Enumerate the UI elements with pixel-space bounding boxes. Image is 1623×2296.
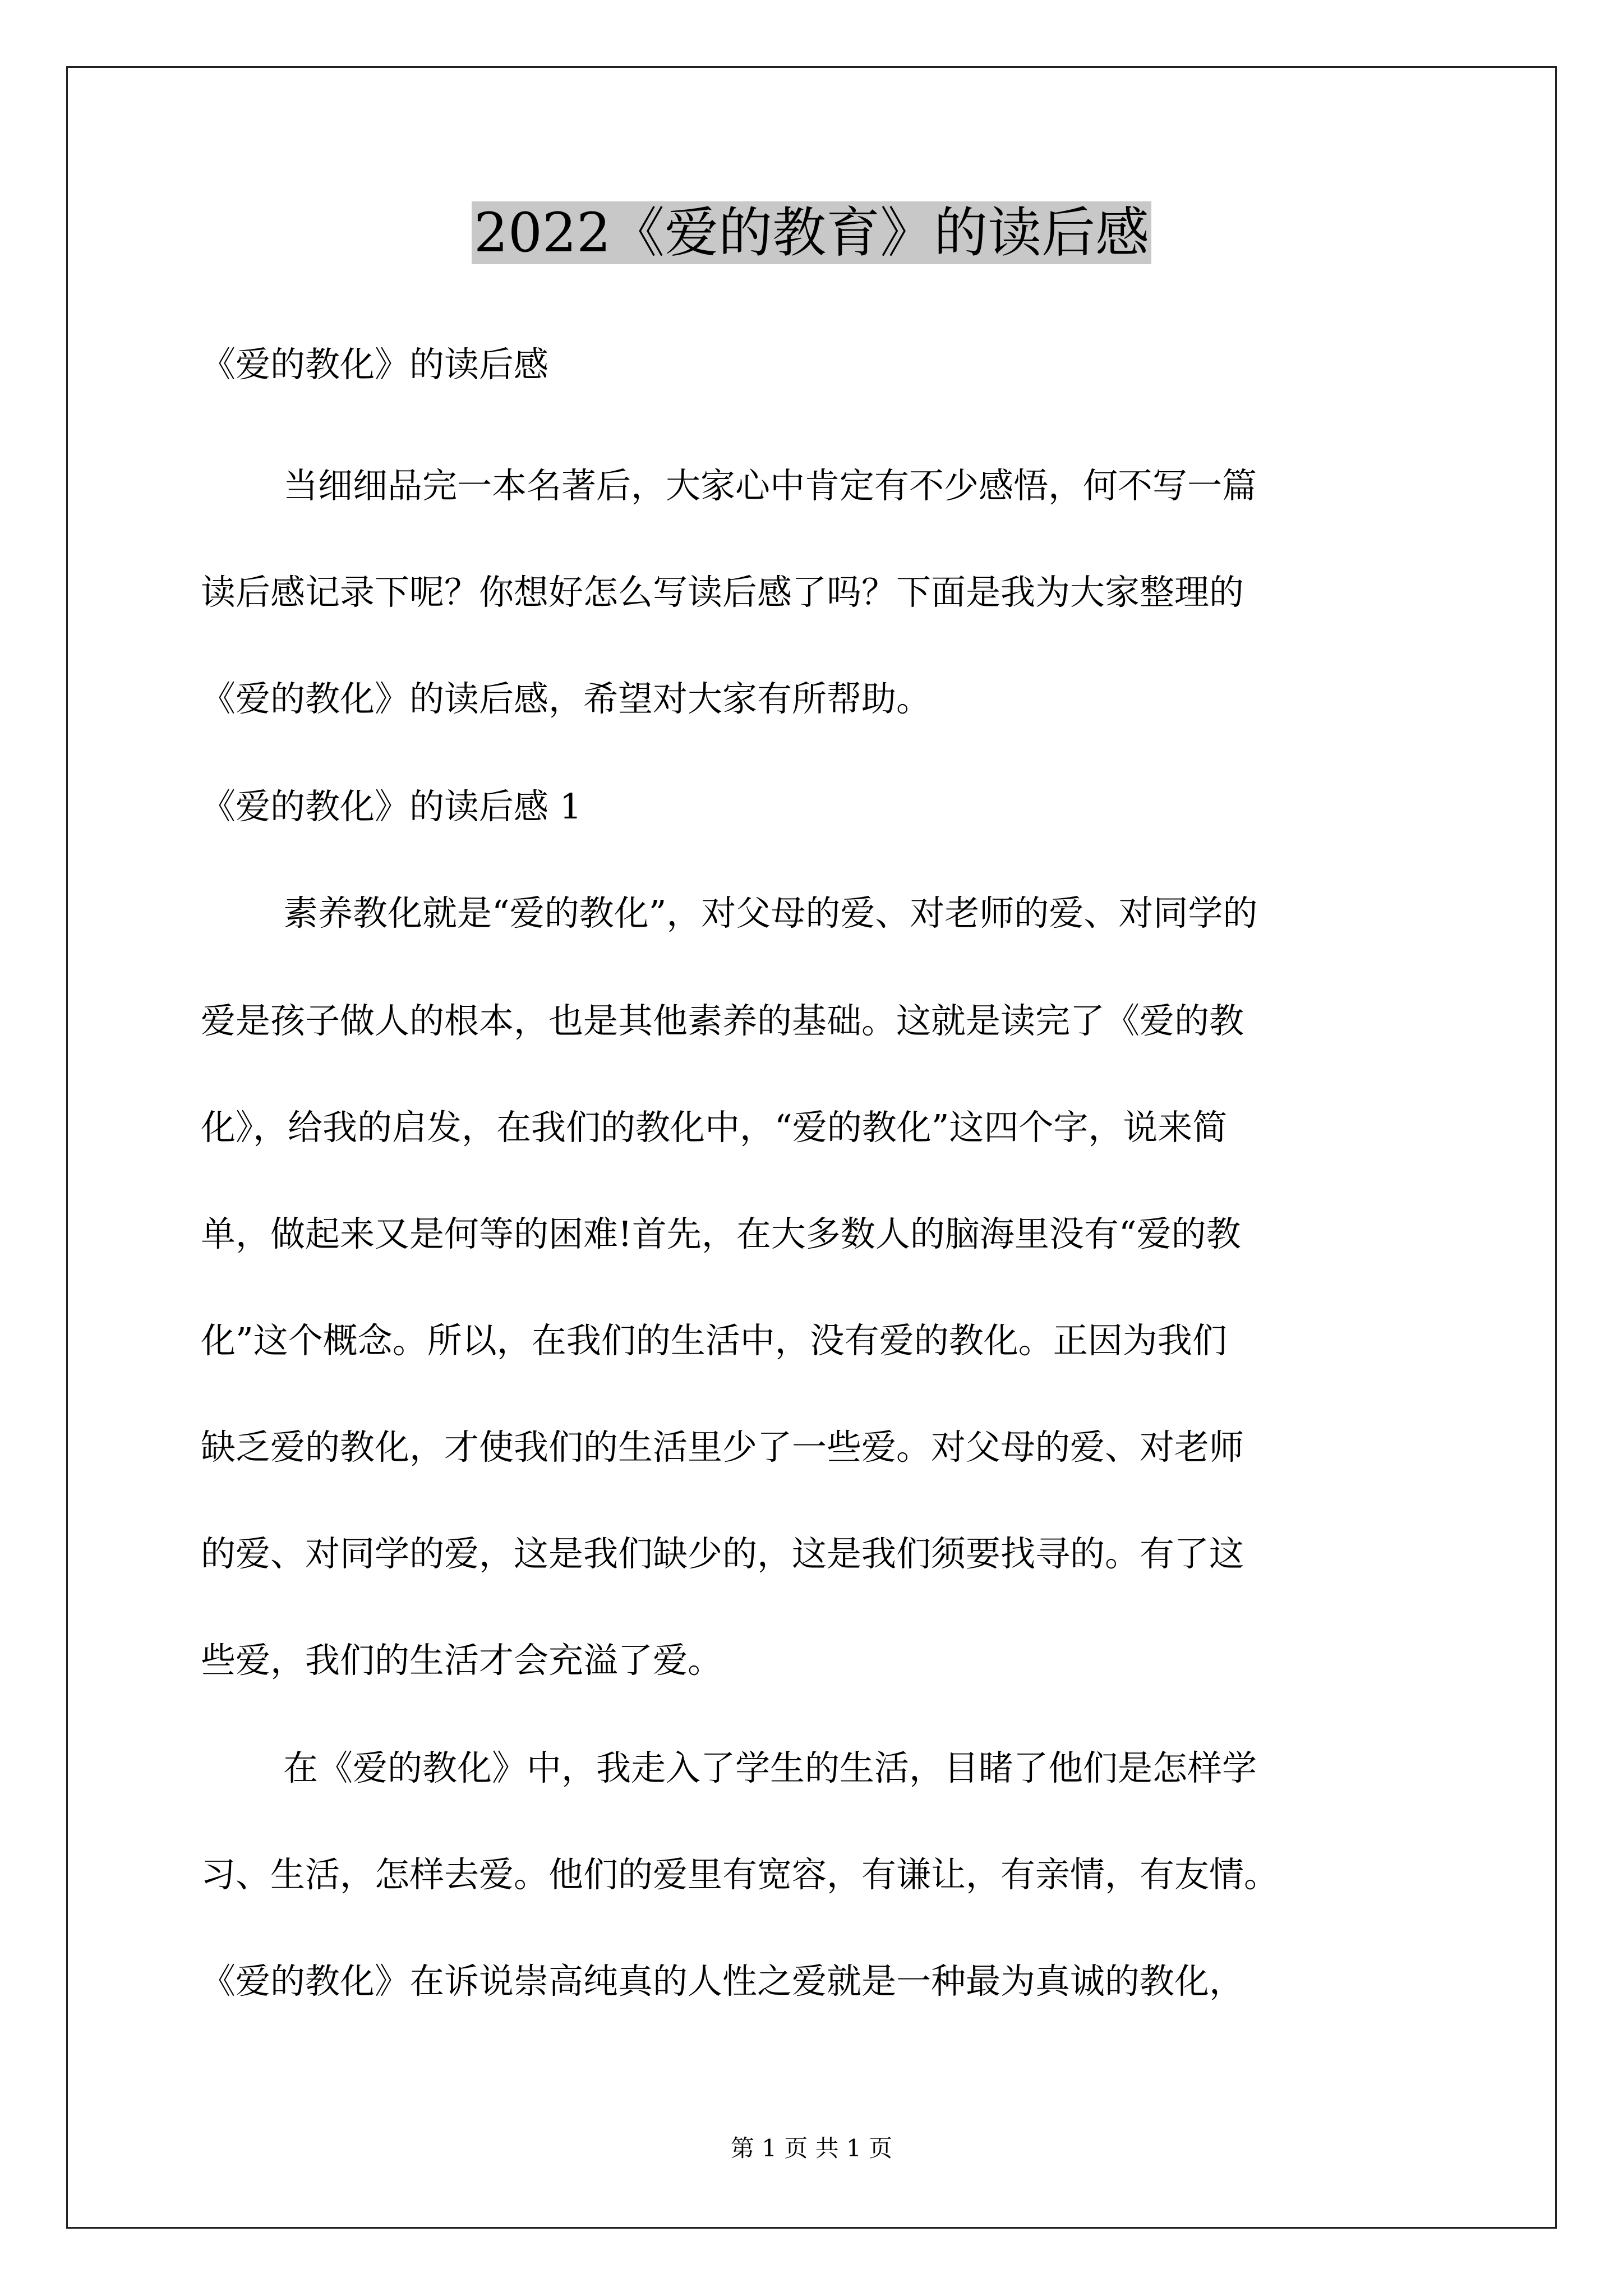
paragraph-line: 素养教化就是“爱的教化”，对父母的爱、对老师的爱、对同学的 bbox=[283, 892, 1258, 933]
paragraph-line: 化》，给我的启发，在我们的教化中，“爱的教化”这四个字，说来简 bbox=[201, 1107, 1228, 1148]
paragraph-line: 缺乏爱的教化，才使我们的生活里少了一些爱。对父母的爱、对老师 bbox=[201, 1427, 1244, 1467]
subtitle-line: 《爱的教化》的读后感 bbox=[201, 344, 549, 385]
paragraph-line: 习、生活，怎样去爱。他们的爱里有宽容，有谦让，有亲情，有友情。 bbox=[201, 1854, 1279, 1895]
paragraph-line: 的爱、对同学的爱，这是我们缺少的，这是我们须要找寻的。有了这 bbox=[201, 1533, 1244, 1574]
paragraph-line: 在《爱的教化》中，我走入了学生的生活，目睹了他们是怎样学 bbox=[283, 1747, 1257, 1788]
paragraph-line: 化”这个概念。所以，在我们的生活中，没有爱的教化。正因为我们 bbox=[201, 1320, 1227, 1361]
section-heading: 《爱的教化》的读后感 1 bbox=[201, 786, 582, 827]
paragraph-line: 些爱，我们的生活才会充溢了爱。 bbox=[201, 1640, 723, 1681]
paragraph-line: 爱是孩子做人的根本，也是其他素养的基础。这就是读完了《爱的教 bbox=[201, 1000, 1244, 1041]
paragraph-line: 当细细品完一本名著后，大家心中肯定有不少感悟，何不写一篇 bbox=[283, 465, 1257, 506]
paragraph-line: 读后感记录下呢？你想好怎么写读后感了吗？下面是我为大家整理的 bbox=[201, 572, 1244, 613]
paragraph-line: 《爱的教化》在诉说崇高纯真的人性之爱就是一种最为真诚的教化， bbox=[201, 1961, 1244, 2001]
document-title-text: 2022《爱的教育》的读后感 bbox=[472, 201, 1151, 264]
paragraph-line: 《爱的教化》的读后感，希望对大家有所帮助。 bbox=[201, 678, 932, 719]
page-footer: 第 1 页 共 1 页 bbox=[730, 2134, 893, 2162]
paragraph-line: 单，做起来又是何等的困难!首先，在大多数人的脑海里没有“爱的教 bbox=[201, 1213, 1241, 1254]
document-title bbox=[0, 194, 1623, 272]
